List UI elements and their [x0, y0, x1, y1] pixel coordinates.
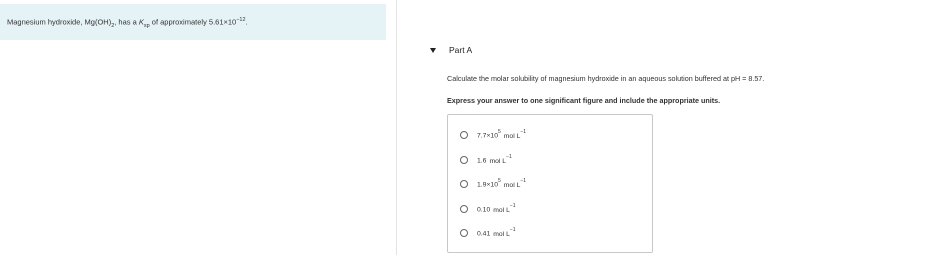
option-label [477, 179, 526, 188]
option-4[interactable] [460, 203, 516, 215]
option-label [477, 155, 512, 164]
ksp-exponent: −12 [236, 17, 246, 23]
formula-subscript: 2 [111, 23, 115, 29]
option-units: mol L [503, 181, 521, 189]
units-exponent: −1 [506, 154, 512, 161]
option-units: mol L [503, 132, 521, 140]
intro-text [7, 17, 248, 29]
part-title: Part A [449, 45, 473, 55]
option-5[interactable] [460, 227, 516, 239]
option-value: 1.9×10 [477, 181, 498, 189]
left-panel [0, 0, 396, 255]
intro-suffix: of approximately 5.61×10 [149, 17, 237, 27]
option-2[interactable] [460, 154, 512, 166]
radio-button[interactable] [460, 156, 468, 164]
option-exponent: 5 [497, 178, 501, 185]
radio-button[interactable] [460, 205, 468, 213]
units-exponent: −1 [520, 129, 527, 136]
option-label [477, 130, 526, 139]
units-exponent: −1 [509, 227, 516, 234]
radio-button[interactable] [460, 229, 468, 237]
panel-divider [396, 0, 397, 255]
radio-button[interactable] [460, 180, 468, 188]
intro-middle: , has a [114, 17, 139, 27]
collapse-caret-icon[interactable] [430, 48, 436, 53]
option-exponent: 5 [497, 129, 501, 136]
intro-end: . [245, 17, 248, 27]
question-text: Calculate the molar solubility of magnesium hydroxide in an aqueous solution buffered at pH = 8.57. [447, 74, 765, 83]
k-subscript: sp [143, 23, 150, 29]
option-1[interactable] [460, 129, 526, 141]
option-units: mol L [493, 230, 510, 238]
radio-button[interactable] [460, 131, 468, 139]
option-3[interactable] [460, 178, 526, 190]
option-label [477, 204, 516, 213]
instruction-text: Express your answer to one significant figure and include the appropriate units. [447, 96, 721, 105]
part-header[interactable] [430, 45, 472, 55]
units-exponent: −1 [520, 178, 527, 185]
option-units: mol L [489, 157, 507, 165]
k-symbol: K [138, 17, 144, 27]
option-value: 7.7×10 [477, 132, 498, 140]
intro-prefix: Magnesium hydroxide, Mg(OH) [7, 17, 112, 27]
units-exponent: −1 [509, 203, 516, 210]
option-value: 0.41 [477, 230, 491, 238]
option-value: 0.10 [477, 206, 491, 214]
answer-options [447, 114, 653, 253]
option-label [477, 228, 516, 237]
option-units: mol L [493, 206, 510, 214]
option-value: 1.6 [477, 157, 487, 165]
intro-box [0, 4, 386, 40]
